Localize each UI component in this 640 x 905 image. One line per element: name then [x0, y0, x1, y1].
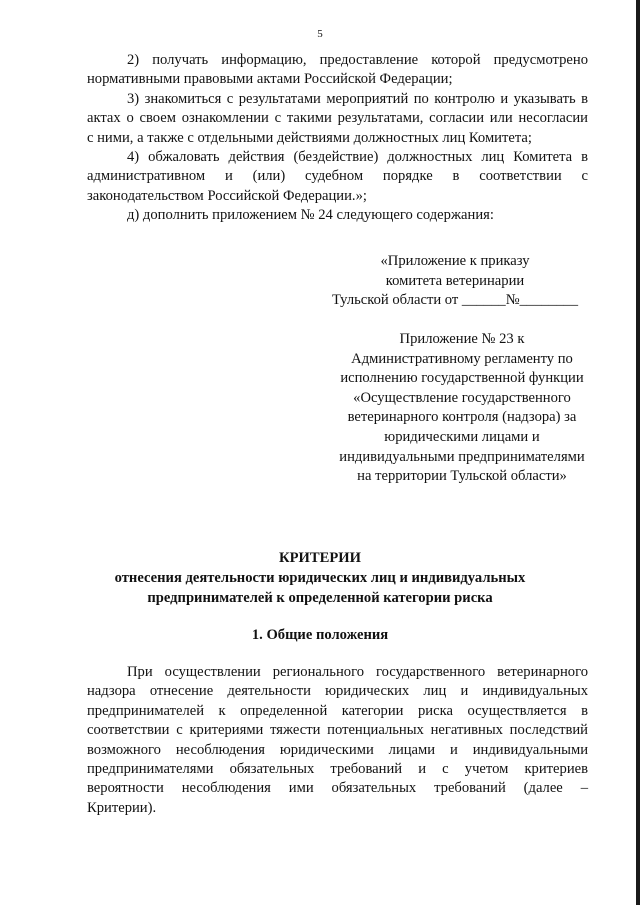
item-4-line-2: административном и (или) судебном порядке в соответствии с	[87, 168, 588, 185]
body-line-4: соответствии с критериями тяжести потенциальных негативных последствий	[87, 722, 588, 739]
body-line-8: Критерии).	[87, 799, 157, 816]
appendix-reg-line-4: «Осуществление государственного	[353, 389, 571, 406]
body-line-2: надзора отнесение деятельности юридических лиц и индивидуальных	[87, 683, 588, 700]
item-d: д) дополнить приложением № 24 следующего содержания:	[127, 207, 494, 224]
document-subtitle-line-1: отнесения деятельности юридических лиц и индивидуальных	[114, 570, 526, 586]
body-line-5: возможного несоблюдения юридическими лицами и индивидуальными	[87, 741, 588, 758]
page-number: 5	[317, 28, 323, 40]
body-paragraph	[87, 663, 588, 818]
appendix-reg-line-6: юридическими лицами и	[384, 428, 540, 445]
document-subtitle-line-2: предпринимателей к определенной категории риска	[147, 590, 493, 606]
item-3-line-3: с ними, а также с отдельными действиями должностных лиц Комитета;	[87, 129, 532, 146]
appendix-reg-line-2: Административному регламенту по	[351, 350, 573, 367]
appendix-order-block	[330, 252, 580, 311]
appendix-reg-line-5: ветеринарного контроля (надзора) за	[347, 409, 577, 426]
appendix-order-line-2: комитета ветеринарии	[385, 272, 525, 289]
section-heading: 1. Общие положения	[251, 627, 389, 643]
item-4-line-3: законодательством Российской Федерации.»;	[87, 187, 367, 204]
item-2-line-2: нормативными правовыми актами Российской Федерации;	[87, 71, 453, 88]
appendix-order-line-3: Тульской области от ______№________	[331, 292, 578, 309]
document-title: КРИТЕРИИ	[279, 550, 361, 566]
item-2-line-1: 2) получать информацию, предоставление которой предусмотрено	[127, 52, 588, 68]
appendix-regulation-block	[333, 330, 591, 487]
appendix-reg-line-1: Приложение № 23 к	[399, 331, 525, 347]
scan-edge	[636, 0, 640, 905]
item-4-line-1: 4) обжаловать действия (бездействие) должностных лиц Комитета в	[127, 149, 588, 166]
appendix-reg-line-7: индивидуальными предпринимателями	[339, 448, 585, 465]
body-line-7: вероятности несоблюдения ими обязательных требований (далее –	[87, 780, 588, 797]
body-line-6: предпринимателями обязательных требований и с учетом критериев	[87, 761, 588, 778]
body-line-3: предпринимателей к определенной категории риска осуществляется в	[87, 702, 588, 719]
body-line-1: При осуществлении регионального государственного ветеринарного	[127, 664, 588, 680]
item-3-line-2: актах о своем ознакомлении с такими результатами, согласии или несогласии	[87, 110, 588, 127]
appendix-order-line-1: «Приложение к приказу	[380, 253, 530, 269]
item-3-line-1: 3) знакомиться с результатами мероприятий по контролю и указывать в	[127, 90, 588, 107]
rights-list	[87, 51, 588, 226]
appendix-reg-line-8: на территории Тульской области»	[357, 468, 567, 485]
appendix-reg-line-3: исполнению государственной функции	[340, 370, 584, 387]
